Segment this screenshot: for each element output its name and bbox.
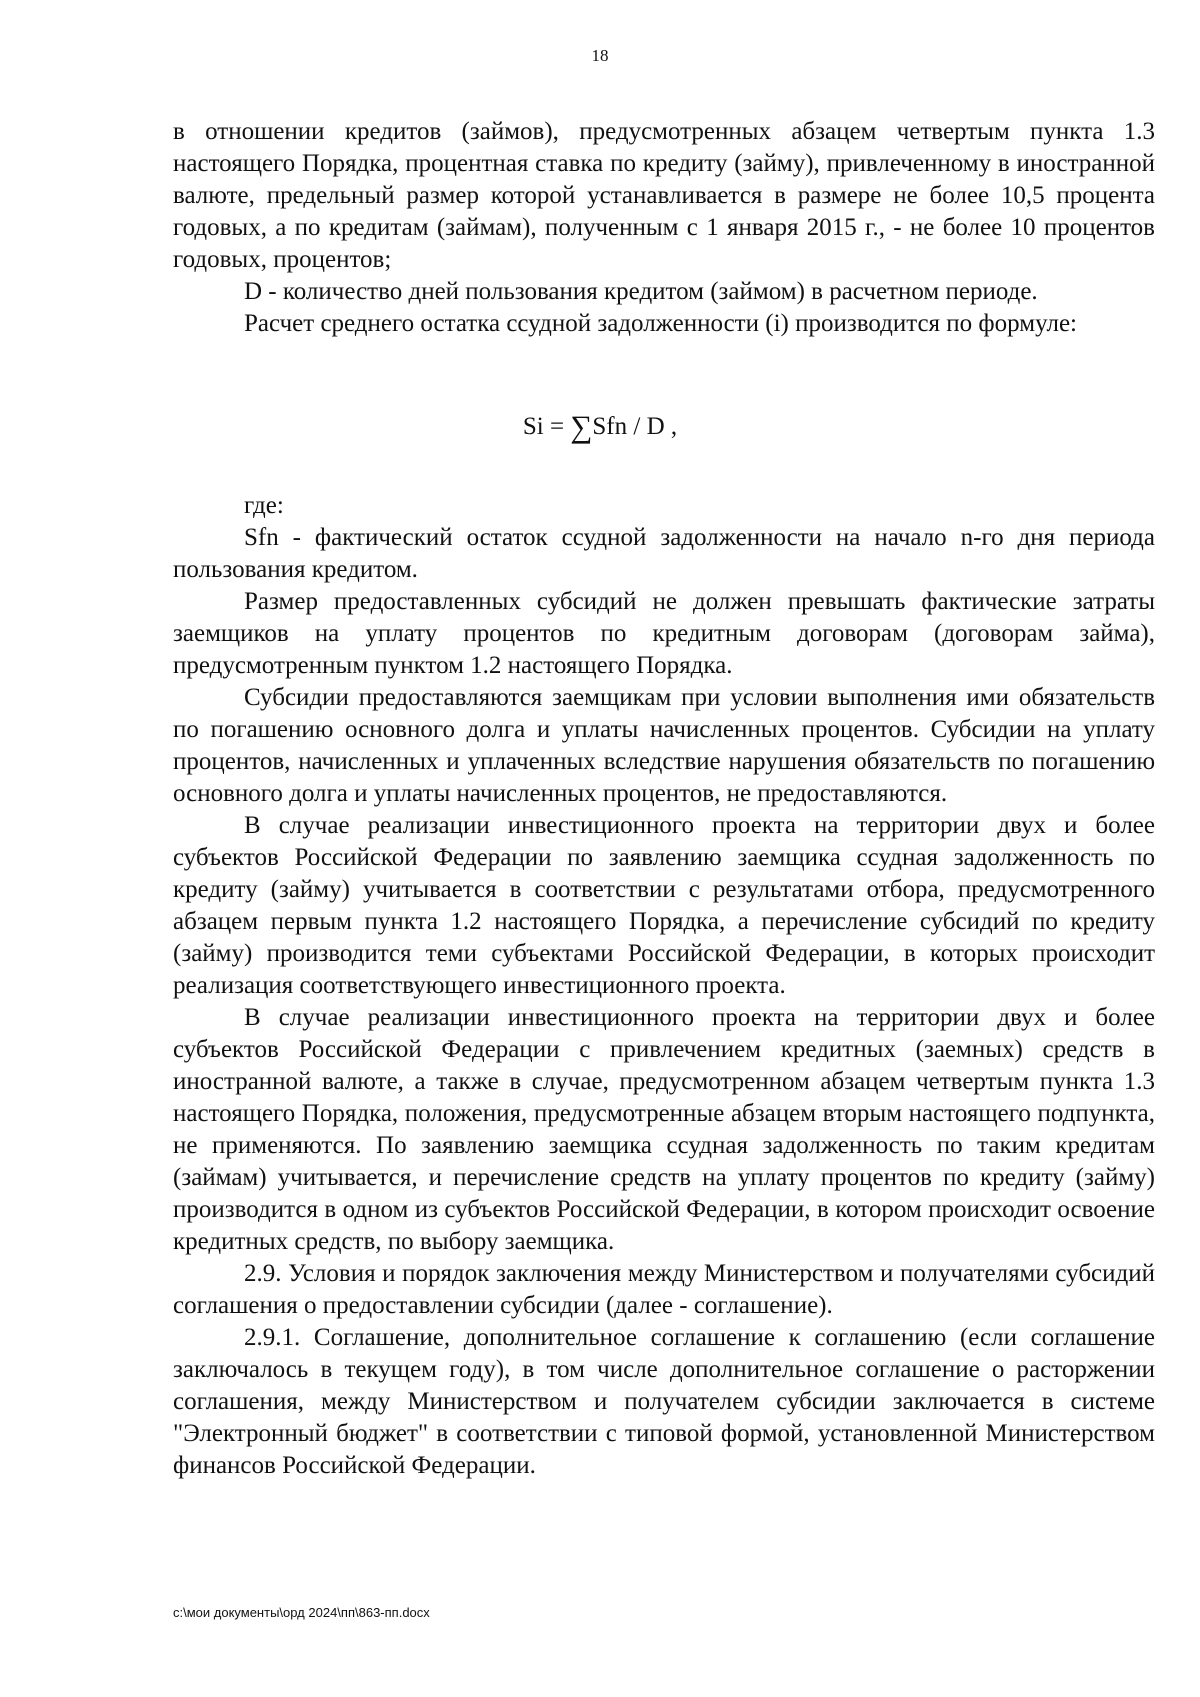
document-body-lower <box>173 490 1155 1482</box>
formula-average-balance <box>0 408 1200 443</box>
paragraph-sfn-definition: Sfn - фактический остаток ссудной задолженности на начало n-го дня периода пользования кредитом. <box>173 524 1155 583</box>
paragraph-where: где: <box>244 492 284 519</box>
paragraph-interest-rate-continuation: в отношении кредитов (займов), предусмотренных абзацем четвертым пункта 1.3 настоящего Порядка, процентная ставка по кредиту (займу), привлеченному в иностранной валюте, предельный размер которой устанавливается в размере не более 10,5 процента годовых, а по кредитам (займам), полученным с 1 января 2015 г., - не более 10 процентов годовых, процентов; <box>173 118 1155 273</box>
paragraph-subsidy-limit: Размер предоставленных субсидий не должен превышать фактические затраты заемщиков на уплату процентов по кредитным договорам (договорам займа), предусмотренным пунктом 1.2 настоящего Порядка. <box>173 588 1155 679</box>
document-body-upper <box>173 116 1155 340</box>
paragraph-section-2-9-1: 2.9.1. Соглашение, дополнительное соглашение к соглашению (если соглашение заключалось в текущем году), в том числе дополнительное соглашение о расторжении соглашения, между Министерством и получателем субсидии заключается в системе "Электронный бюджет" в соответствии с типовой формой, установленной Министерством финансов Российской Федерации. <box>173 1324 1155 1479</box>
formula-left: Si = <box>522 413 571 440</box>
sigma-symbol: ∑ <box>570 409 593 444</box>
formula-right: Sfn / D , <box>592 413 678 440</box>
page-number: 18 <box>591 46 609 65</box>
paragraph-subsidy-conditions: Субсидии предоставляются заемщикам при условии выполнения ими обязательств по погашению основного долга и уплаты начисленных процентов. Субсидии на уплату процентов, начисленных и уплаченных вследствие нарушения обязательств по погашению основного долга и уплаты начисленных процентов, не предоставляются. <box>173 684 1155 807</box>
paragraph-average-balance-intro: Расчет среднего остатка ссудной задолженности (i) производится по формуле: <box>244 310 1077 337</box>
paragraph-foreign-currency-project: В случае реализации инвестиционного проекта на территории двух и более субъектов Российской Федерации с привлечением кредитных (заемных) средств в иностранной валюте, а также в случае, предусмотренном абзацем четвертым пункта 1.3 настоящего Порядка, положения, предусмотренные абзацем вторым настоящего подпункта, не применяются. По заявлению заемщика ссудная задолженность по таким кредитам (займам) учитывается, и перечисление средств на уплату процентов по кредиту (займу) производится в одном из субъектов Российской Федерации, в котором происходит освоение кредитных средств, по выбору заемщика. <box>173 1004 1155 1255</box>
paragraph-section-2-9: 2.9. Условия и порядок заключения между Министерством и получателями субсидий соглашения о предоставлении субсидии (далее - соглашение). <box>173 1260 1155 1319</box>
footer-file-path: c:\мои документы\орд 2024\пп\863-пп.docx <box>173 1605 430 1620</box>
paragraph-multi-region-project: В случае реализации инвестиционного проекта на территории двух и более субъектов Российской Федерации по заявлению заемщика ссудная задолженность по кредиту (займу) учитывается в соответствии с результатами отбора, предусмотренного абзацем первым пункта 1.2 настоящего Порядка, а перечисление субсидий по кредиту (займу) производится теми субъектами Российской Федерации, в которых происходит реализация соответствующего инвестиционного проекта. <box>173 812 1155 999</box>
paragraph-d-definition: D - количество дней пользования кредитом (займом) в расчетном периоде. <box>244 278 1038 305</box>
